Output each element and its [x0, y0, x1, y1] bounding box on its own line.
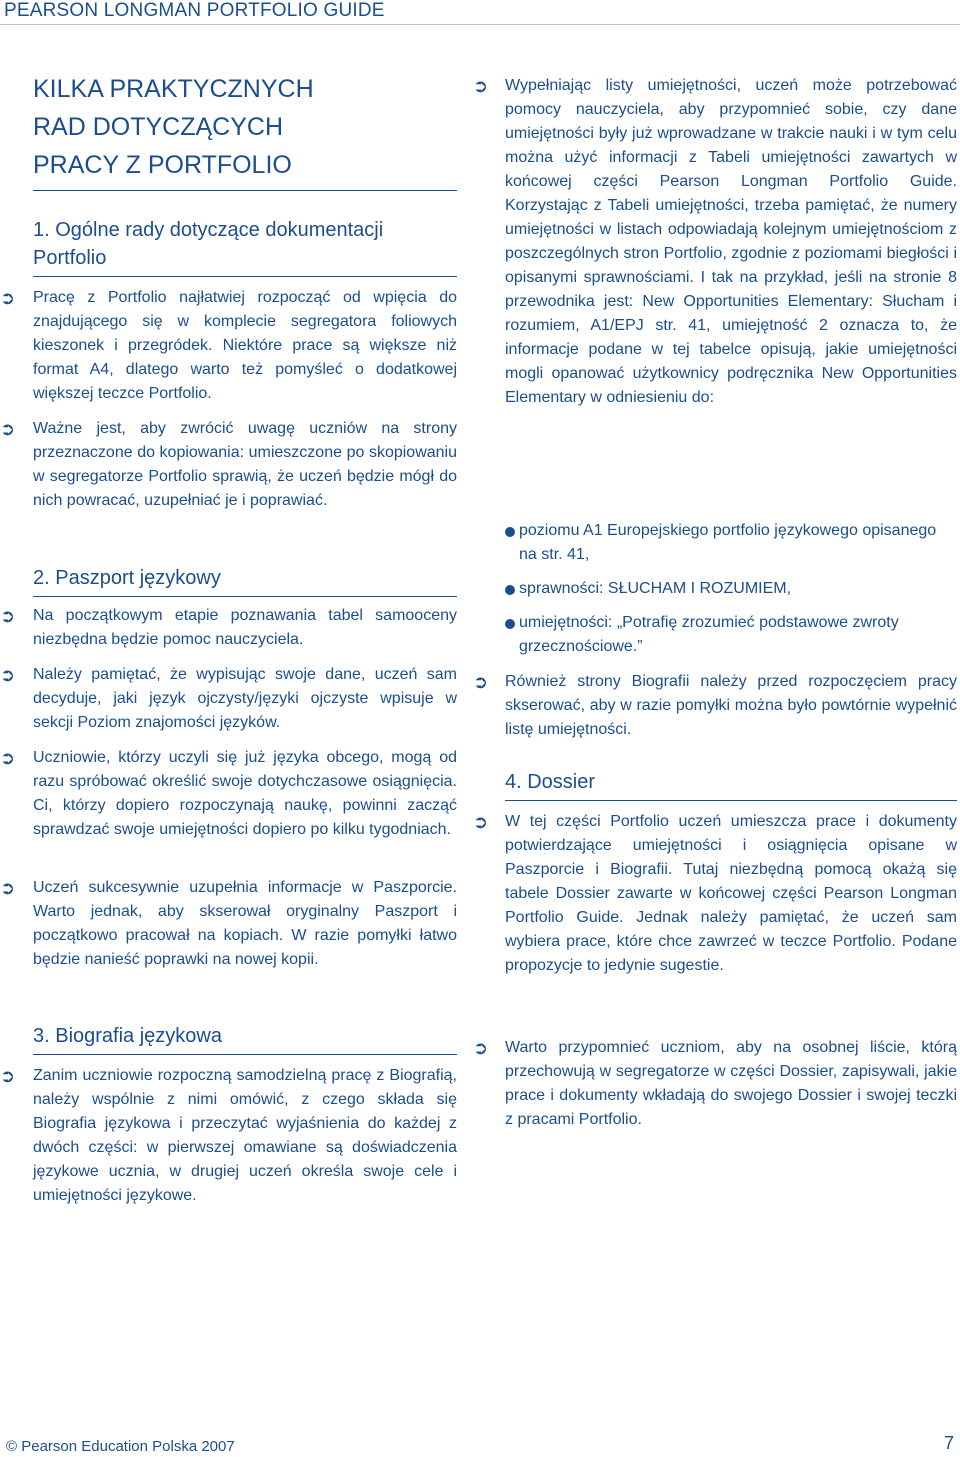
section-heading-3: [33, 1022, 457, 1055]
bullet-dot-icon: [505, 527, 515, 537]
right-paragraph-2: [473, 670, 957, 742]
left-paragraph-2: [0, 417, 457, 513]
bullet-item-2: [505, 577, 957, 601]
section-heading-1-line1: 1. Ogólne rady dotyczące dokumentacji: [33, 219, 384, 241]
section-heading-3-title: 3. Biografia językowa: [33, 1025, 222, 1047]
curved-arrow-icon: ➲: [473, 812, 489, 832]
right-paragraph-4: [473, 1036, 957, 1132]
bullet-item-3: [505, 611, 957, 659]
curved-arrow-icon: ➲: [0, 665, 16, 685]
right-paragraph-2-text: Również strony Biografii należy przed rozpoczęciem pracy skserować, aby w razie pomyłki można było powtórnie wypełnić listę umiejętności.: [505, 673, 957, 738]
left-paragraph-6: [0, 876, 457, 972]
section-heading-1: [33, 216, 457, 277]
curved-arrow-icon: ➲: [0, 748, 16, 768]
main-title-line1: KILKA PRAKTYCZNYCH: [33, 75, 314, 103]
curved-arrow-icon: ➲: [0, 606, 16, 626]
left-paragraph-4: [0, 663, 457, 735]
bullet-item-1: [505, 519, 957, 567]
left-paragraph-1: [0, 286, 457, 406]
left-paragraph-4-text: Należy pamiętać, że wypisując swoje dane, uczeń sam decyduje, jaki język ojczysty/języki ojczyste wpisuje w sekcji Poziom znajomości języków.: [33, 666, 457, 731]
left-paragraph-7: [0, 1064, 457, 1208]
right-paragraph-3: [473, 810, 957, 978]
main-title-line2: RAD DOTYCZĄCYCH: [33, 113, 284, 141]
bullet-dot-icon: [505, 619, 515, 629]
right-paragraph-1-text: Wypełniając listy umiejętności, uczeń może potrzebować pomocy nauczyciela, aby przypomnieć sobie, czy dane umiejętności były już wprowadzane w trakcie nauki i w tym celu można użyć informacji z Tabeli umiejętności zawartych w końcowej części Pearson Longman Portfolio Guide. Korzystając z Tabeli umiejętności, trzeba pamiętać, że numery umiejętności w listach odpowiadają kolejnym umiejętnościom z poszczególnych stron Portfolio, zgodnie z poziomami biegłości i opisanymi sprawnościami. I tak na przykład, jeśli na stronie 8 przewodnika jest: New Opportunities Elementary: Słucham i rozumiem, A1/EPJ str. 41, umiejętność 2 oznacza to, że informacje podane w tej tabelce opisują, jakie umiejętności mogli opanować użytkownicy podręcznika New Opportunities Elementary w odniesieniu do:: [505, 77, 957, 406]
left-paragraph-3: [0, 604, 457, 652]
left-paragraph-5-text: Uczniowie, którzy uczyli się już języka obcego, mogą od razu spróbować określić swoje dotychczasowe osiągnięcia. Ci, którzy dopiero rozpoczynają naukę, powinni zacząć sprawdzać swoje umiejętności dopiero po kilku tygodniach.: [33, 749, 457, 838]
right-paragraph-1: [473, 74, 957, 410]
footer-copyright: © Pearson Education Polska 2007: [6, 1438, 235, 1455]
curved-arrow-icon: ➲: [473, 1038, 489, 1058]
curved-arrow-icon: ➲: [0, 419, 16, 439]
left-paragraph-7-text: Zanim uczniowie rozpoczną samodzielną pracę z Biografią, należy wspólnie z nimi omówić, z czego składa się Biografia językowa i przeczytać wyjaśnienia do każdej z dwóch części: w pierwszej omawiane są doświadczenia językowe ucznia, w drugiej uczeń określa swoje cele i umiejętności językowe.: [33, 1067, 457, 1204]
section-heading-4: [505, 768, 957, 801]
curved-arrow-icon: ➲: [473, 76, 489, 96]
left-paragraph-5: [0, 746, 457, 842]
section-heading-1-line2: Portfolio: [33, 247, 107, 269]
main-title: [33, 70, 457, 191]
left-paragraph-6-text: Uczeń sukcesywnie uzupełnia informacje w Paszporcie. Warto jednak, aby skserował oryginalny Paszport i początkowo pracował na kopiach. W razie pomyłki łatwo będzie nanieść poprawki na nowej kopii.: [33, 879, 457, 968]
left-paragraph-2-text: Ważne jest, aby zwrócić uwagę uczniów na strony przeznaczone do kopiowania: umieszczone po skopiowaniu w segregatorze Portfolio sprawią, że uczeń będzie mógł do nich powracać, uzupełniać je i poprawiać.: [33, 420, 457, 509]
page-header: [0, 0, 960, 25]
header-title: PEARSON LONGMAN PORTFOLIO GUIDE: [4, 0, 385, 21]
section-heading-4-title: 4. Dossier: [505, 771, 596, 793]
left-paragraph-1-text: Pracę z Portfolio najłatwiej rozpocząć od wpięcia do znajdującego się w komplecie segregatora foliowych kieszonek i przegródek. Niektóre prace są większe niż format A4, dlatego warto też pomyśleć o dodatkowej większej teczce Portfolio.: [33, 289, 457, 402]
section-heading-2-title: 2. Paszport językowy: [33, 567, 221, 589]
bullet-item-3-text: umiejętności: „Potrafię zrozumieć podstawowe zwroty grzecznościowe.”: [519, 614, 899, 655]
curved-arrow-icon: ➲: [0, 878, 16, 898]
curved-arrow-icon: ➲: [473, 672, 489, 692]
main-title-line3: PRACY Z PORTFOLIO: [33, 151, 292, 179]
curved-arrow-icon: ➲: [0, 288, 16, 308]
bullet-item-1-text: poziomu A1 Europejskiego portfolio językowego opisanego na str. 41,: [519, 522, 937, 563]
section-heading-2: [33, 564, 457, 597]
curved-arrow-icon: ➲: [0, 1066, 16, 1086]
page-number: 7: [943, 1433, 954, 1453]
bullet-dot-icon: [505, 585, 515, 595]
bullet-item-2-text: sprawności: SŁUCHAM I ROZUMIEM,: [519, 580, 792, 597]
left-paragraph-3-text: Na początkowym etapie poznawania tabel samooceny niezbędna będzie pomoc nauczyciela.: [33, 607, 457, 648]
right-paragraph-4-text: Warto przypomnieć uczniom, aby na osobnej liście, którą przechowują w segregatorze w części Dossier, zapisywali, jakie prace i dokumenty wkładają do swojego Dossier i swojej teczki z pracami Portfolio.: [505, 1039, 957, 1128]
right-paragraph-3-text: W tej części Portfolio uczeń umieszcza prace i dokumenty potwierdzające umiejętności i osiągnięcia opisane w Paszporcie i Biografii. Tutaj niezbędną pomocą okażą się tabele Dossier zawarte w końcowej części Pearson Longman Portfolio Guide. Jednak należy pamiętać, że uczeń sam wybiera prace, które chce zawrzeć w teczce Portfolio. Podane propozycje to jedynie sugestie.: [505, 813, 957, 974]
